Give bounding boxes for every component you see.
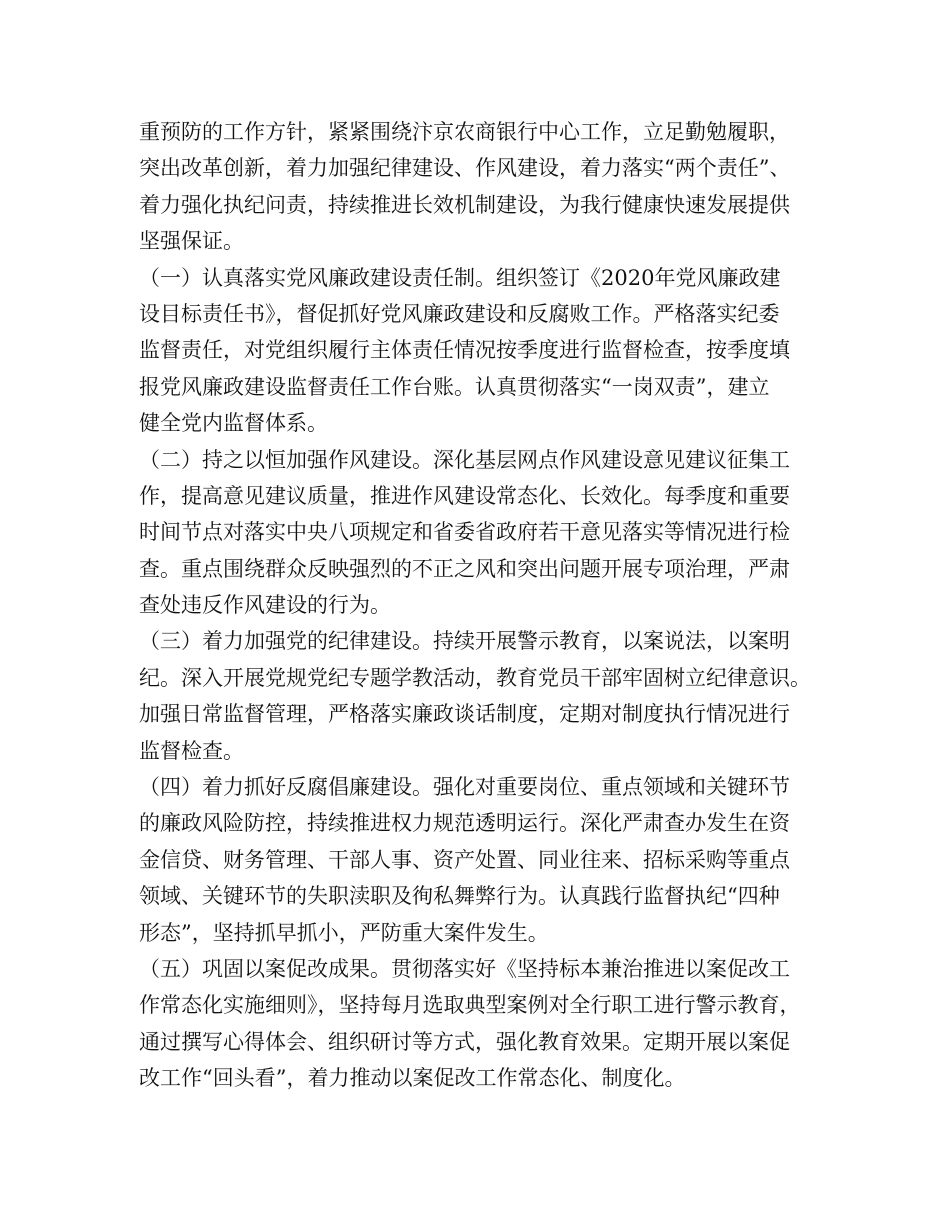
text-line: 领域、关键环节的失职渎职及徇私舞弊行为。认真践行监督执纪“四种 <box>139 884 780 909</box>
text-line: 金信贷、财务管理、干部人事、资产处置、同业往来、招标采购等重点 <box>139 847 790 872</box>
text-line: 改工作“回头看”，着力推动以案促改工作常态化、制度化。 <box>139 1066 686 1091</box>
text-line: 作常态化实施细则》，坚持每月选取典型案例对全行职工进行警示教育， <box>139 993 801 1018</box>
text-line: 报党风廉政建设监督责任工作台账。认真贯彻落实“一岗双责”，建立 <box>139 374 770 399</box>
text-line: 着力强化执纪问责，持续推进长效机制建设，为我行健康快速发展提供 <box>139 192 790 217</box>
text-line: 通过撰写心得体会、组织研讨等方式，强化教育效果。定期开展以案促 <box>139 1029 790 1054</box>
section-3-heading-line: （三）着力加强党的纪律建设。持续开展警示教育，以案说法，以案明 <box>139 629 790 654</box>
text-line: 查处违反作风建设的行为。 <box>139 593 391 618</box>
text-line: 突出改革创新，着力加强纪律建设、作风建设，着力落实“两个责任”、 <box>139 156 791 181</box>
text-line: 加强日常监督管理，严格落实廉政谈话制度，定期对制度执行情况进行 <box>139 702 790 727</box>
text-line: 作，提高意见建议质量，推进作风建设常态化、长效化。每季度和重要 <box>139 483 790 508</box>
section-2-heading-line: （二）持之以恒加强作风建设。深化基层网点作风建设意见建议征集工 <box>139 447 790 472</box>
section-5-heading-line: （五）巩固以案促改成果。贯彻落实好《坚持标本兼治推进以案促改工 <box>139 956 790 981</box>
text-line: 形态”，坚持抓早抓小，严防重大案件发生。 <box>139 920 549 945</box>
text-line: 设目标责任书》，督促抓好党风廉政建设和反腐败工作。严格落实纪委 <box>139 301 780 326</box>
text-line: 时间节点对落实中央八项规定和省委省政府若干意见落实等情况进行检 <box>139 520 790 545</box>
document-body <box>139 114 819 1097</box>
text-line: 健全党内监督体系。 <box>139 411 328 436</box>
section-1-heading-line: （一）认真落实党风廉政建设责任制。组织签订《2020年党风廉政建 <box>139 265 781 290</box>
text-line: 监督检查。 <box>139 738 244 763</box>
text-line: 坚强保证。 <box>139 229 244 254</box>
text-line: 监督责任，对党组织履行主体责任情况按季度进行监督检查，按季度填 <box>139 338 790 363</box>
section-4-heading-line: （四）着力抓好反腐倡廉建设。强化对重要岗位、重点领域和关键环节 <box>139 775 790 800</box>
text-line: 纪。深入开展党规党纪专题学教活动，教育党员干部牢固树立纪律意识。 <box>139 665 811 690</box>
text-line: 重预防的工作方针，紧紧围绕汴京农商银行中心工作，立足勤勉履职， <box>139 120 790 144</box>
text-line: 查。重点围绕群众反映强烈的不正之风和突出问题开展专项治理，严肃 <box>139 556 790 581</box>
text-line: 的廉政风险防控，持续推进权力规范透明运行。深化严肃查办发生在资 <box>139 811 790 836</box>
